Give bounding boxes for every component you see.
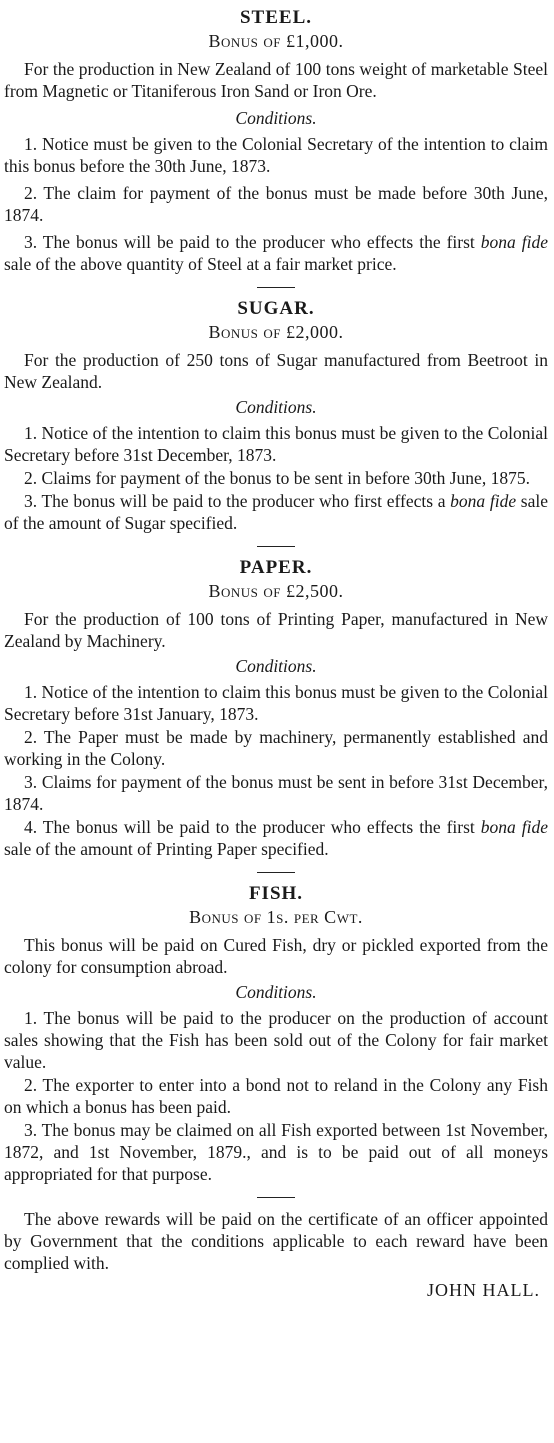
condition-item: 2. The exporter to enter into a bond not to reland in the Colony any Fish on which a bonus has been paid. xyxy=(4,1075,548,1117)
condition-item: 1. Notice must be given to the Colonial Secretary of the intention to claim this bonus before the 30th June, 1873. xyxy=(4,134,548,176)
condition-item: 1. Notice of the intention to claim this bonus must be given to the Colonial Secretary before 31st January, 1873. xyxy=(4,682,548,724)
section-divider xyxy=(257,546,295,547)
conditions-heading: Conditions. xyxy=(235,108,317,128)
section-description: For the production in New Zealand of 100 tons weight of marketable Steel from Magnetic or Titaniferous Iron Sand or Iron Ore. xyxy=(4,59,548,101)
section-title: PAPER. xyxy=(239,557,313,578)
condition-item: 3. The bonus will be paid to the producer who effects the first bona fide sale of the above quantity of Steel at a fair market price. xyxy=(4,232,548,274)
section-fish xyxy=(4,883,548,1185)
condition-item: 1. The bonus will be paid to the producer on the production of account sales showing that the Fish has been sold out of the Colony for fair market value. xyxy=(4,1008,548,1072)
condition-item: 3. Claims for payment of the bonus must be sent in before 31st December, 1874. xyxy=(4,772,548,814)
bonus-amount: Bonus of £2,500. xyxy=(208,581,344,601)
section-steel xyxy=(4,7,548,275)
conditions-heading: Conditions. xyxy=(235,656,317,676)
signature: JOHN HALL. xyxy=(427,1280,540,1300)
section-sugar xyxy=(4,298,548,534)
conditions-heading: Conditions. xyxy=(235,397,317,417)
section-divider xyxy=(257,1197,295,1198)
condition-item: 2. The Paper must be made by machinery, permanently established and working in the Colony. xyxy=(4,727,548,769)
condition-item: 2. The claim for payment of the bonus must be made before 30th June, 1874. xyxy=(4,183,548,225)
section-title: FISH. xyxy=(248,883,304,904)
section-description: For the production of 250 tons of Sugar manufactured from Beetroot in New Zealand. xyxy=(4,350,548,392)
section-description: For the production of 100 tons of Printing Paper, manufactured in New Zealand by Machinery. xyxy=(4,609,548,651)
section-paper xyxy=(4,557,548,860)
condition-item: 4. The bonus will be paid to the producer who effects the first bona fide sale of the amount of Printing Paper specified. xyxy=(4,817,548,859)
condition-item: 3. The bonus may be claimed on all Fish exported between 1st November, 1872, and 1st November, 1879., and is to be paid out of all moneys appropriated for that purpose. xyxy=(4,1120,548,1184)
bonus-amount: Bonus of £1,000. xyxy=(208,31,344,51)
bonus-amount: Bonus of 1s. per Cwt. xyxy=(189,907,363,927)
conditions-heading: Conditions. xyxy=(235,982,317,1002)
section-divider xyxy=(257,872,295,873)
section-title: SUGAR. xyxy=(237,298,315,319)
section-title: STEEL. xyxy=(239,7,312,28)
bonus-amount: Bonus of £2,000. xyxy=(208,322,344,342)
condition-item: 2. Claims for payment of the bonus to be sent in before 30th June, 1875. xyxy=(24,468,530,488)
condition-item: 1. Notice of the intention to claim this bonus must be given to the Colonial Secretary before 31st December, 1873. xyxy=(4,423,548,465)
section-divider xyxy=(257,287,295,288)
condition-item: 3. The bonus will be paid to the producer who first effects a bona fide sale of the amount of Sugar specified. xyxy=(4,491,548,533)
closing-statement: The above rewards will be paid on the certificate of an officer appointed by Government that the conditions applicable to each reward have been complied with. xyxy=(4,1209,548,1273)
section-description: This bonus will be paid on Cured Fish, dry or pickled exported from the colony for consumption abroad. xyxy=(4,935,548,977)
